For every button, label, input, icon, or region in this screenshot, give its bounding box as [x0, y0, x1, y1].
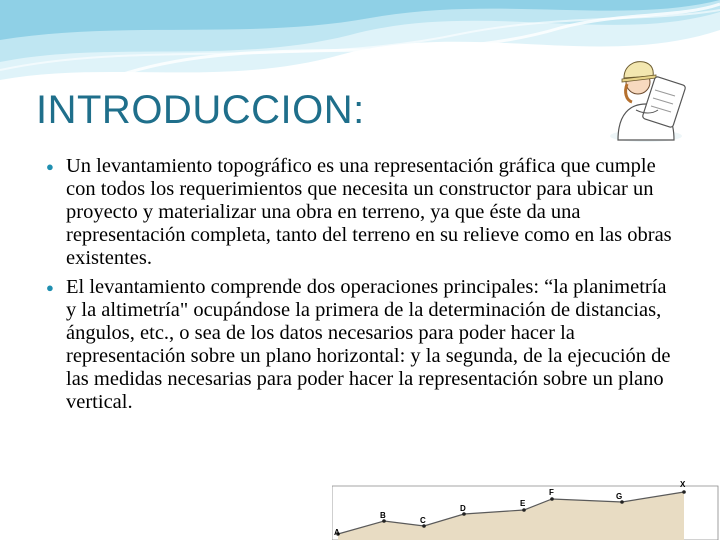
point-label-c: C	[420, 516, 426, 525]
bullet-item-1: ● Un levantamiento topográfico es una representación gráfica que cumple con todos los requerimientos que necesita un constructor para ubicar un proyecto y materializar una obra en terreno, ya que éste da una representación completa, tanto del terreno en su relieve como en las obras existentes.	[44, 155, 674, 270]
point-label-g: G	[616, 492, 623, 501]
bullet-list	[44, 155, 674, 420]
point-label-d: D	[460, 504, 466, 513]
point-label-f: F	[549, 488, 554, 497]
slide-title: INTRODUCCION:	[36, 88, 365, 132]
bullet-item-2: ● El levantamiento comprende dos operaciones principales: “la planimetría y la altimetría" ocupándose la primera de la determinación de distancias, ángulos, etc., o sea de los datos necesarios para poder hacer la representación sobre un plano horizontal: y la segunda, de la ejecución de las medidas necesarias para poder hacer la representación sobre un plano vertical.	[44, 276, 674, 414]
terrain-profile-diagram	[332, 476, 720, 540]
point-label-e: E	[520, 499, 526, 508]
point-label-a: A	[334, 528, 340, 537]
point-label-b: B	[380, 511, 386, 520]
engineer-with-blueprints-icon	[600, 52, 692, 144]
point-label-x: X	[680, 480, 686, 489]
